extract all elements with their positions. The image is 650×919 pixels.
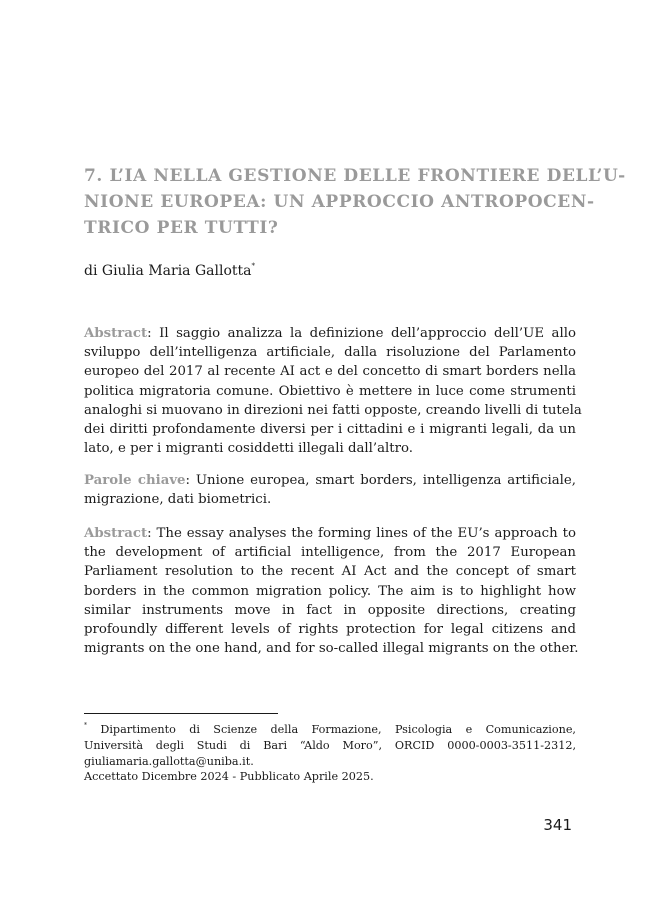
abstract-english-line: borders in the common migration policy. The aim is to highlight how <box>84 583 576 599</box>
abstract-english-line: Abstract: The essay analyses the forming lines of the EU’s approach to <box>84 526 576 541</box>
keywords-line: Parole chiave: Unione europea, smart borders, intelligenza artificiale, <box>84 473 576 488</box>
abstract-english-line: the development of artificial intelligence, from the 2017 European <box>84 545 576 561</box>
abstract-italian-label: Abstract <box>84 326 148 341</box>
page-number: 341 <box>543 816 572 834</box>
abstract-italian-line: politica migratoria comune. Obiettivo è mettere in luce come strumenti <box>84 383 576 399</box>
author-footnote-mark: * <box>251 262 255 270</box>
footnote-separator <box>84 713 278 714</box>
chapter-title-line: NIONE EUROPEA: UN APPROCCIO ANTROPOCEN- <box>84 192 595 212</box>
keywords <box>84 471 576 509</box>
chapter-title-line: TRICO PER TUTTI? <box>84 218 279 238</box>
author-line <box>84 262 255 280</box>
acceptance-note: Accettato Dicembre 2024 - Pubblicato Aprile 2025. <box>84 770 374 783</box>
chapter-title <box>84 163 626 241</box>
abstract-italian-line: europeo del 2017 al recente AI act e del concetto di smart borders nella <box>84 364 576 380</box>
author-footnote <box>84 722 576 770</box>
abstract-english-label: Abstract <box>84 526 148 541</box>
footnote-line: giuliamaria.gallotta@uniba.it. <box>84 755 254 768</box>
chapter-title-line: 7. L’IA NELLA GESTIONE DELLE FRONTIERE DELL’U- <box>84 166 626 186</box>
abstract-italian-line: lato, e per i migranti cosiddetti illegali dall’altro. <box>84 441 414 457</box>
footnote-line: Università degli Studi di Bari “Aldo Moro”, ORCID 0000-0003-3511-2312, <box>84 739 576 752</box>
abstract-english-line: profoundly different levels of rights protection for legal citizens and <box>84 622 576 638</box>
abstract-english-line: similar instruments move in fact in opposite directions, creating <box>84 602 576 618</box>
abstract-italian-line: analoghi si muovano in direzioni nei fatti opposte, creando livelli di tutela <box>84 402 582 418</box>
keywords-label: Parole chiave <box>84 473 186 488</box>
author-name: di Giulia Maria Gallotta <box>84 263 252 279</box>
abstract-english-line: migrants on the one hand, and for so-called illegal migrants on the other. <box>84 641 579 657</box>
keywords-line: migrazione, dati biometrici. <box>84 492 272 508</box>
abstract-english-line: Parliament resolution to the recent AI Act and the concept of smart <box>84 564 576 580</box>
abstract-italian-line: Abstract: Il saggio analizza la definizione dell’approccio dell’UE allo <box>84 326 576 341</box>
abstract-italian-line: sviluppo dell’intelligenza artificiale, dalla risoluzione del Parlamento <box>84 345 576 361</box>
footnote-mark: * <box>84 722 87 729</box>
abstract-italian-line: dei diritti profondamente diversi per i cittadini e i migranti legali, da un <box>84 422 576 438</box>
footnote-line: * Dipartimento di Scienze della Formazione, Psicologia e Comunicazione, <box>84 722 576 736</box>
abstract-english <box>84 524 579 658</box>
abstract-italian <box>84 324 582 458</box>
